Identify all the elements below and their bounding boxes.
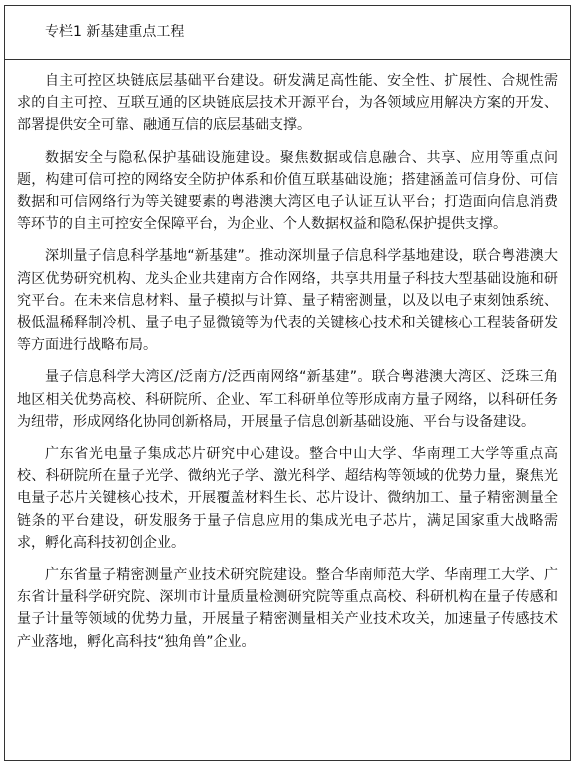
column-box: [4, 5, 571, 761]
box-content: [5, 60, 570, 653]
box-title: 专栏1 新基建重点工程: [45, 24, 185, 40]
box-header: [5, 6, 570, 60]
paragraph-shenzhen-quantum-base: 深圳量子信息科学基地“新基建”。推动深圳量子信息科学基地建设，联合粤港澳大湾区优势研究机构、龙头企业共建南方合作网络，共享共用量子科技大型基础设施和研究平台。在未来信息材料、量子模拟与计算、量子精密测量，以及以电子束刻蚀系统、极低温稀释制冷机、量子电子显微镜等为代表的关键核心技术和关键核心工程装备研发等方面进行战略布局。: [17, 248, 558, 354]
paragraph-quantum-measurement: 广东省量子精密测量产业技术研究院建设。整合华南师范大学、华南理工大学、广东省计量科学研究院、深圳市计量质量检测研究院等重点高校、科研机构在量子传感和量子计量等领域的优势力量，开展量子精密测量相关产业技术攻关，加速量子传感技术产业落地，孵化高科技“独角兽”企业。: [17, 567, 558, 650]
paragraph-optoelectronic-chip: 广东省光电量子集成芯片研究中心建设。整合中山大学、华南理工大学等重点高校、科研院所在量子光学、微纳光子学、激光科学、超结构等领域的优势力量，聚焦光电量子芯片关键核心技术，开展覆盖材料生长、芯片设计、微纳加工、量子精密测量全链条的平台建设，研发服务于量子信息应用的集成光电子芯片，满足国家重大战略需求，孵化高科技初创企业。: [17, 446, 558, 551]
paragraph-blockchain: 自主可控区块链底层基础平台建设。研发满足高性能、安全性、扩展性、合规性需求的自主可控、互联互通的区块链底层技术开源平台，为各领域应用解决方案的开发、部署提供安全可靠、融通互信的底层基础支撑。: [17, 73, 558, 134]
paragraph-data-security: 数据安全与隐私保护基础设施建设。聚焦数据或信息融合、共享、应用等重点问题，构建可信可控的网络安全防护体系和价值互联基础设施；搭建涵盖可信身份、可信数据和可信网络行为等关键要素的粤港澳大湾区电子认证互认平台；打造面向信息消费等环节的自主可控安全保障平台，为企业、个人数据权益和隐私保护提供支撑。: [17, 149, 558, 233]
paragraph-quantum-network: 量子信息科学大湾区/泛南方/泛西南网络“新基建”。联合粤港澳大湾区、泛珠三角地区相关优势高校、科研院所、企业、军工科研单位等形成南方量子网络，以科研任务为纽带，形成网络化协同创新格局，开展量子信息创新基础设施、平台与设备建设。: [17, 369, 558, 430]
